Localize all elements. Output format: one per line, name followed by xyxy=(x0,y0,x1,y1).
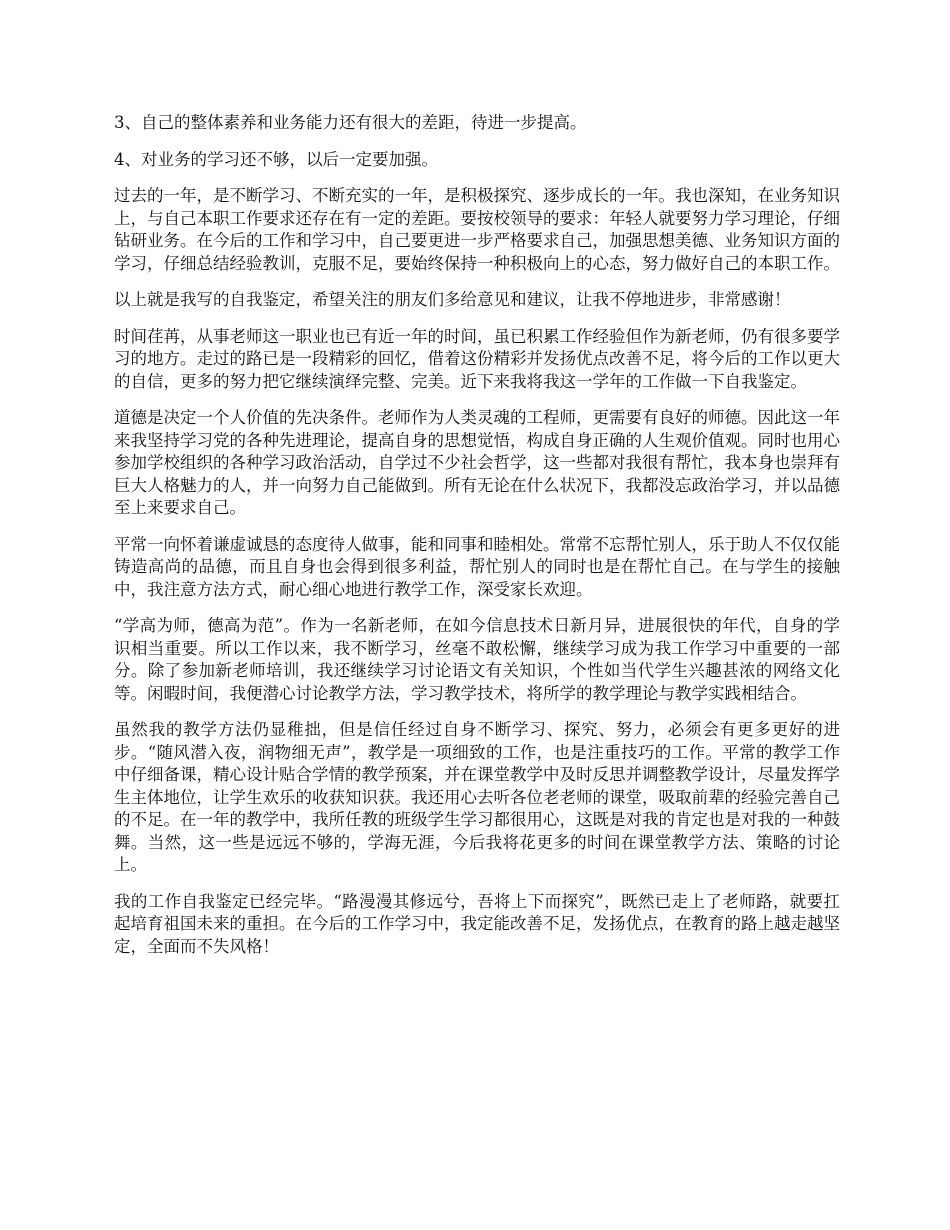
paragraph-attitude: 平常一向怀着谦虚诚恳的态度待人做事，能和同事和睦相处。常常不忘帮忙别人，乐于助人不仅仅能铸造高尚的品德，而且自身也会得到很多利益，帮忙别人的同时也是在帮忙自己。在与学生的接触中，我注意方法方式，耐心细心地进行教学工作，深受家长欢迎。 xyxy=(114,534,840,599)
paragraph-learning: “学高为师，德高为范”。作为一名新老师，在如今信息技术日新月异，进展很快的年代，自身的学识相当重要。所以工作以来，我不断学习，丝毫不敢松懈，继续学习成为我工作学习中重要的一部分。除了参加新老师培训，我还继续学习讨论语文有关知识，个性如当代学生兴趣甚浓的网络文化等。闲暇时间，我便潜心讨论教学方法，学习教学技术，将所学的教学理论与教学实践相结合。 xyxy=(114,616,840,703)
paragraph-past-year: 过去的一年，是不断学习、不断充实的一年，是积极探究、逐步成长的一年。我也深知，在业务知识上，与自己本职工作要求还存在有一定的差距。要按校领导的要求：年轻人就要努力学习理论，仔细钻研业务。在今后的工作和学习中，自己要更进一步严格要求自己，加强思想美德、业务知识方面的学习，仔细总结经验教训，克服不足，要始终保持一种积极向上的心态，努力做好自己的本职工作。 xyxy=(114,186,840,273)
paragraph-item-4: 4、对业务的学习还不够，以后一定要加强。 xyxy=(114,149,438,169)
paragraph-time-passes: 时间荏苒，从事老师这一职业也已有近一年的时间，虽已积累工作经验但作为新老师，仍有很多要学习的地方。走过的路已是一段精彩的回忆，借着这份精彩并发扬优点改善不足，将今后的工作以更大的自信，更多的努力把它继续演绎完整、完美。近下来我将我这一学年的工作做一下自我鉴定。 xyxy=(114,326,840,391)
paragraph-closing-thanks: 以上就是我写的自我鉴定，希望关注的朋友们多给意见和建议，让我不停地进步，非常感谢！ xyxy=(114,290,791,309)
document-body xyxy=(114,112,840,972)
paragraph-item-3: 3、自己的整体素养和业务能力还有很大的差距，待进一步提高。 xyxy=(114,113,587,132)
paragraph-morality: 道德是决定一个人价值的先决条件。老师作为人类灵魂的工程师，更需要有良好的师德。因此这一年来我坚持学习党的各种先进理论，提高自身的思想觉悟，构成自身正确的人生观价值观。同时也用心参加学校组织的各种学习政治活动，自学过不少社会哲学，这一些都对我很有帮忙，我本身也崇拜有巨大人格魅力的人，并一向努力自己能做到。所有无论在什么状况下，我都没忘政治学习，并以品德至上来要求自己。 xyxy=(114,408,840,517)
paragraph-teaching-method: 虽然我的教学方法仍显稚拙，但是信任经过自身不断学习、探究、努力，必须会有更多更好的进步。“随风潜入夜，润物细无声”，教学是一项细致的工作，也是注重技巧的工作。平常的教学工作中仔细备课，精心设计贴合学情的教学预案，并在课堂教学中及时反思并调整教学设计，尽量发挥学生主体地位，让学生欢乐的收获知识获。我还用心去听各位老老师的课堂，吸取前辈的经验完善自己的不足。在一年的教学中，我所任教的班级学生学习都很用心，这既是对我的肯定也是对我的一种鼓舞。当然，这一些是远远不够的，学海无涯，今后我将花更多的时间在课堂教学方法、策略的讨论上。 xyxy=(114,720,840,874)
paragraph-conclusion: 我的工作自我鉴定已经完毕。“路漫漫其修远兮，吾将上下而探究”，既然已走上了老师路，就要扛起培育祖国未来的重担。在今后的工作学习中，我定能改善不足，发扬优点，在教育的路上越走越坚定，全面而不失风格！ xyxy=(114,891,840,956)
